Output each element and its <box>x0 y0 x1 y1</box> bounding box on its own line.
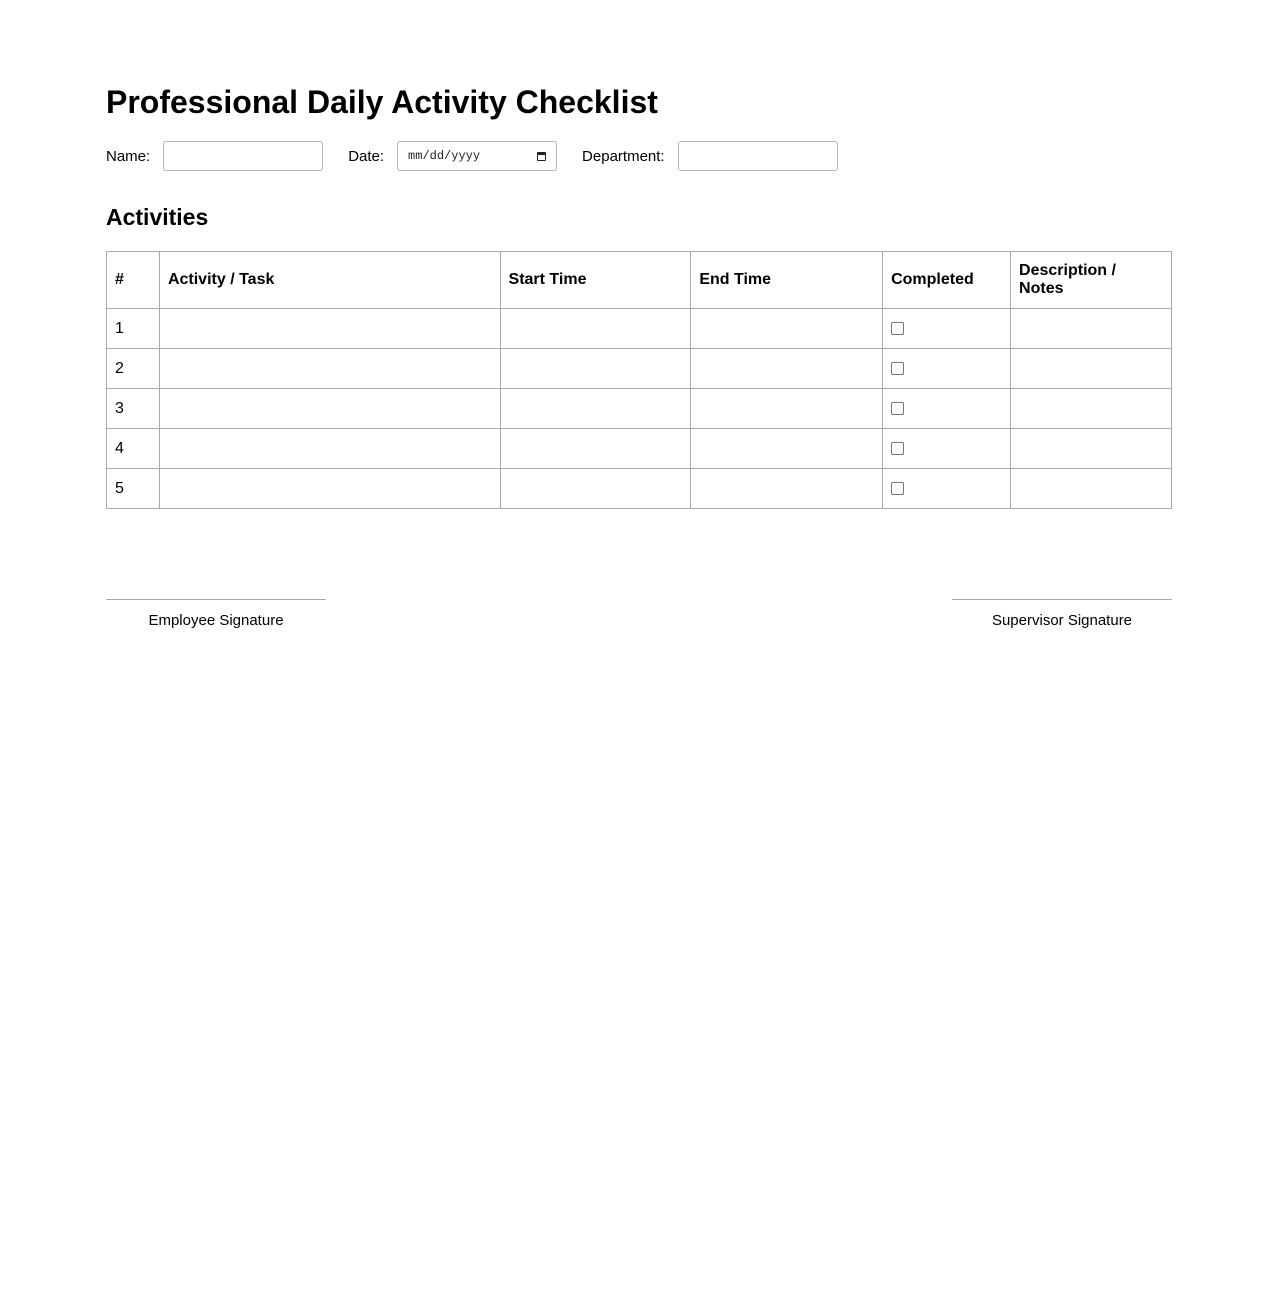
date-label: Date: <box>348 147 385 165</box>
activity-cell[interactable] <box>159 469 500 509</box>
supervisor-signature-line <box>952 599 1172 629</box>
completed-checkbox[interactable] <box>891 362 904 375</box>
row-number: 4 <box>107 429 160 469</box>
notes-cell[interactable] <box>1011 309 1172 349</box>
table-row <box>107 429 1172 469</box>
activity-cell[interactable] <box>159 389 500 429</box>
header-activity: Activity / Task <box>159 252 500 309</box>
header-completed: Completed <box>883 252 1011 309</box>
activities-table <box>106 251 1172 509</box>
notes-cell[interactable] <box>1011 349 1172 389</box>
completed-checkbox[interactable] <box>891 322 904 335</box>
end-time-cell[interactable] <box>691 349 883 389</box>
employee-signature-label: Employee Signature <box>148 612 284 629</box>
row-number: 5 <box>107 469 160 509</box>
name-label: Name: <box>106 147 151 165</box>
start-time-cell[interactable] <box>500 429 691 469</box>
department-label: Department: <box>582 147 665 165</box>
completed-checkbox[interactable] <box>891 402 904 415</box>
end-time-cell[interactable] <box>691 429 883 469</box>
info-row <box>106 141 863 171</box>
completed-checkbox[interactable] <box>891 482 904 495</box>
date-placeholder: mm/dd/yyyy <box>408 149 481 163</box>
notes-cell[interactable] <box>1011 429 1172 469</box>
header-end-time: End Time <box>691 252 883 309</box>
date-input[interactable] <box>397 141 557 171</box>
calendar-icon[interactable] <box>537 152 546 161</box>
department-input[interactable] <box>678 141 838 171</box>
completed-cell <box>883 349 1011 389</box>
table-header-row <box>107 252 1172 309</box>
end-time-cell[interactable] <box>691 309 883 349</box>
start-time-cell[interactable] <box>500 469 691 509</box>
section-title: Activities <box>106 204 209 230</box>
start-time-cell[interactable] <box>500 389 691 429</box>
completed-cell <box>883 309 1011 349</box>
table-row <box>107 309 1172 349</box>
start-time-cell[interactable] <box>500 349 691 389</box>
end-time-cell[interactable] <box>691 389 883 429</box>
header-number: # <box>107 252 160 309</box>
row-number: 2 <box>107 349 160 389</box>
activity-cell[interactable] <box>159 429 500 469</box>
activity-cell[interactable] <box>159 309 500 349</box>
end-time-cell[interactable] <box>691 469 883 509</box>
supervisor-signature-label: Supervisor Signature <box>991 612 1133 629</box>
completed-checkbox[interactable] <box>891 442 904 455</box>
completed-cell <box>883 429 1011 469</box>
start-time-cell[interactable] <box>500 309 691 349</box>
completed-cell <box>883 389 1011 429</box>
page-title: Professional Daily Activity Checklist <box>106 84 658 120</box>
header-notes: Description / Notes <box>1011 252 1172 309</box>
header-start-time: Start Time <box>500 252 691 309</box>
notes-cell[interactable] <box>1011 469 1172 509</box>
activity-cell[interactable] <box>159 349 500 389</box>
name-input[interactable] <box>163 141 323 171</box>
completed-cell <box>883 469 1011 509</box>
row-number: 3 <box>107 389 160 429</box>
table-row <box>107 469 1172 509</box>
employee-signature-line <box>106 599 326 629</box>
table-row <box>107 349 1172 389</box>
row-number: 1 <box>107 309 160 349</box>
notes-cell[interactable] <box>1011 389 1172 429</box>
table-row <box>107 389 1172 429</box>
